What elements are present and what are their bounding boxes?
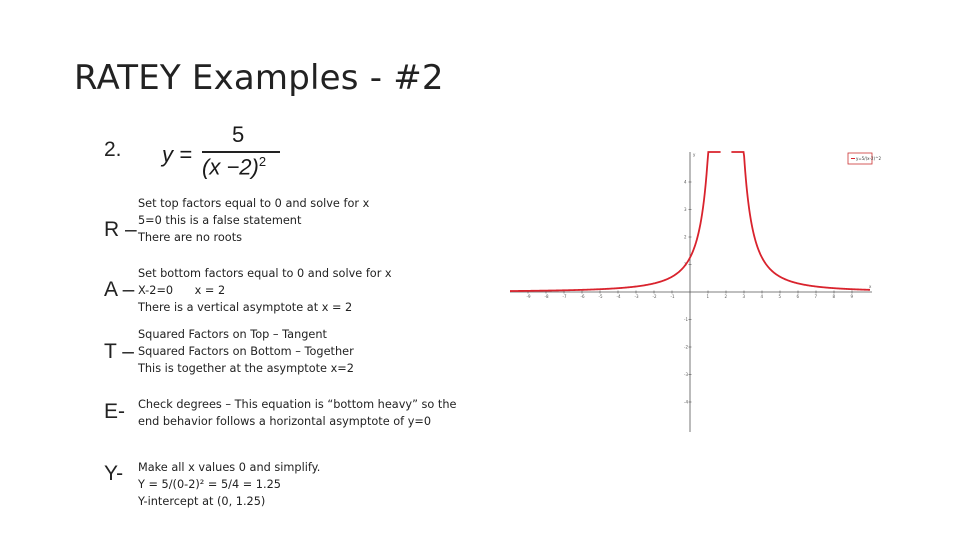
step-a-line-3: There is a vertical asymptote at x = 2 xyxy=(138,301,353,314)
step-y-line-3: Y-intercept at (0, 1.25) xyxy=(138,495,266,508)
step-r-line-3: There are no roots xyxy=(138,231,243,244)
x-tick-label: -8 xyxy=(544,294,549,299)
y-axis-label: y xyxy=(693,152,696,157)
step-r-line-2: 5=0 this is a false statement xyxy=(138,214,302,227)
step-e-line-1: Check degrees – This equation is “bottom heavy” so the xyxy=(138,398,457,411)
denominator-exponent: 2 xyxy=(258,154,267,169)
x-tick-label: -3 xyxy=(634,294,639,299)
step-t-line-2: Squared Factors on Bottom – Together xyxy=(138,345,354,358)
step-t-line-3: This is together at the asymptote x=2 xyxy=(138,362,354,375)
step-a-line-2: X-2=0 x = 2 xyxy=(138,284,226,297)
slide-title: RATEY Examples - #2 xyxy=(74,58,444,98)
step-letter-r: R – xyxy=(104,218,137,241)
y-tick-label: -4 xyxy=(684,399,688,405)
x-tick-label: 1 xyxy=(706,294,710,299)
x-tick-label: -4 xyxy=(616,294,621,299)
x-tick-label: 6 xyxy=(796,294,800,299)
problem-number: 2. xyxy=(104,138,122,161)
x-tick-label: -9 xyxy=(526,294,531,299)
legend-label: y=5/(x-2)^2 xyxy=(856,156,881,161)
step-letter-t: T – xyxy=(104,340,134,363)
y-tick-label: 4 xyxy=(684,179,687,185)
step-y-line-2: Y = 5/(0-2)² = 5/4 = 1.25 xyxy=(138,478,281,491)
legend xyxy=(848,153,881,164)
equation-numerator: 5 xyxy=(232,122,245,147)
denominator-base: (x −2) xyxy=(202,154,259,180)
x-tick-label: 5 xyxy=(778,294,782,299)
step-e-line-2: end behavior follows a horizontal asymptote of y=0 xyxy=(138,415,432,428)
step-letter-y: Y- xyxy=(104,462,124,485)
curve-left-branch xyxy=(510,152,721,291)
y-tick-label: 1 xyxy=(684,262,687,267)
step-t-line-1: Squared Factors on Top – Tangent xyxy=(138,328,327,341)
x-tick-label: 3 xyxy=(742,294,746,299)
x-tick-label: -5 xyxy=(598,294,603,299)
x-tick-label: -2 xyxy=(652,294,657,299)
x-tick-label: 9 xyxy=(850,294,854,299)
equation-lhs: y = xyxy=(162,142,192,167)
x-tick-label: 7 xyxy=(814,294,818,299)
x-tick-label: -1 xyxy=(670,294,675,299)
x-tick-label: 8 xyxy=(832,294,836,299)
step-letter-a: A – xyxy=(104,278,135,301)
x-tick-label: 4 xyxy=(760,294,764,299)
x-tick-label: -7 xyxy=(562,294,567,299)
step-letter-e: E- xyxy=(104,400,125,423)
x-tick-label: -6 xyxy=(580,294,585,299)
x-tick-label: 2 xyxy=(724,294,728,299)
curve-right-branch xyxy=(731,152,870,290)
y-tick-label: 2 xyxy=(684,234,687,240)
y-tick-label: -1 xyxy=(684,317,688,322)
step-r-line-1: Set top factors equal to 0 and solve for x xyxy=(138,197,370,210)
y-tick-label: -3 xyxy=(684,372,688,377)
step-a-line-1: Set bottom factors equal to 0 and solve for x xyxy=(138,267,392,280)
y-tick-label: -2 xyxy=(684,344,688,350)
x-axis-label: x xyxy=(869,284,872,289)
step-y-line-1: Make all x values 0 and simplify. xyxy=(138,461,321,474)
y-tick-label: 3 xyxy=(684,207,687,212)
